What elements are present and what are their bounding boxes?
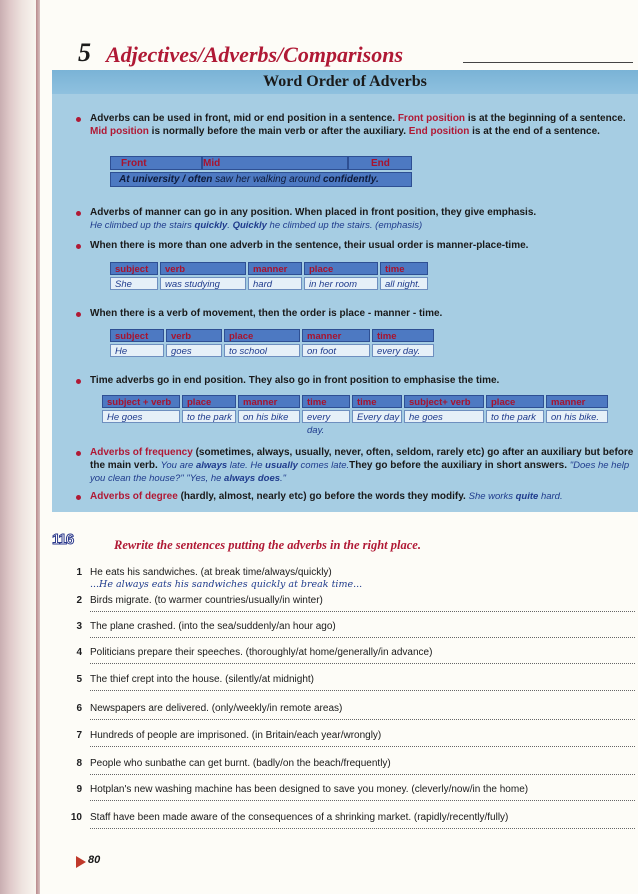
- bullet: [76, 244, 81, 249]
- section-title: Word Order of Adverbs: [263, 73, 427, 90]
- rule-degree: [90, 490, 635, 503]
- rule-highlight: Front position: [397, 113, 466, 124]
- answer-line[interactable]: [90, 637, 635, 638]
- item-number: 2: [76, 595, 82, 606]
- item-sentence: Staff have been made aware of the consequences of a shrinking market. (rapidly/recently/fully): [90, 812, 509, 823]
- chapter-header: [78, 38, 633, 72]
- bullet: [76, 211, 81, 216]
- answer-line[interactable]: [90, 611, 635, 612]
- table-header: subject: [110, 262, 158, 275]
- table-header: time: [302, 395, 350, 408]
- exercise-instruction: Rewrite the sentences putting the adverbs in the right place.: [114, 538, 421, 552]
- table-header-row: [102, 395, 608, 408]
- rule-text: (sometimes, always, usually, never, often, seldom, rarely etc) go after an auxiliary but before the main verb.: [90, 447, 634, 471]
- exercise-item: [52, 620, 637, 644]
- item-sentence: The plane crashed. (into the sea/suddenly/an hour ago): [90, 621, 336, 632]
- table-header-row: [110, 262, 428, 275]
- table-header: subject: [110, 329, 164, 342]
- table-cell: every day.: [302, 410, 350, 423]
- table-header: place: [182, 395, 236, 408]
- example-text: saw her walking around: [212, 174, 323, 185]
- table-cell: on foot: [302, 344, 370, 357]
- table-cell: Every day: [352, 410, 402, 423]
- rule-example: "Does he help you clean the house?" "Yes, he always does.": [90, 460, 630, 484]
- table-cell: to the park: [486, 410, 544, 423]
- item-number: 5: [76, 674, 82, 685]
- exercise-item: [52, 729, 637, 753]
- position-table-header: [110, 156, 412, 170]
- page-arrow-icon: [76, 856, 86, 868]
- item-sentence: Newspapers are delivered. (only/weekly/in remote areas): [90, 703, 343, 714]
- section-title-bar: [52, 70, 638, 94]
- answer-line[interactable]: [90, 690, 635, 691]
- item-number: 6: [76, 703, 82, 714]
- item-sentence: Hotplan's new washing machine has been designed to save you money. (cleverly/now/in the home): [90, 784, 529, 795]
- table-header: time: [352, 395, 402, 408]
- exercise-item: [52, 646, 637, 670]
- answer-line[interactable]: [90, 800, 635, 801]
- rule-highlight: Adverbs of degree: [90, 491, 178, 502]
- rule-highlight: Adverbs of frequency: [90, 447, 193, 458]
- table-cell: on his bike: [238, 410, 300, 423]
- table-cell: on his bike.: [546, 410, 608, 423]
- rule-text: is at the beginning of a sentence.: [465, 113, 626, 124]
- example-front: At university: [119, 174, 180, 185]
- grammar-box: [52, 70, 638, 512]
- bullet: [76, 495, 81, 500]
- example-text: .: [375, 174, 379, 185]
- answer-line[interactable]: [90, 746, 635, 747]
- table-header: place: [304, 262, 378, 275]
- item-number: 8: [76, 758, 82, 769]
- rule-movement: When there is a verb of movement, then the order is place - manner - time.: [90, 308, 443, 319]
- rule-order: When there is more than one adverb in the sentence, their usual order is manner-place-time.: [90, 240, 529, 251]
- position-table-example: At university / often saw her walking around confidently.: [110, 172, 412, 187]
- exercise-item: [52, 811, 637, 835]
- order-table-3: [102, 395, 608, 436]
- example-end: confidently: [323, 174, 376, 185]
- chapter-number: 5: [78, 38, 91, 67]
- item-sentence: Hundreds of people are imprisoned. (in Britain/each year/wrongly): [90, 730, 382, 741]
- item-number: 4: [76, 647, 82, 658]
- item-number: 3: [76, 621, 82, 632]
- header-end: End: [348, 156, 412, 170]
- item-sentence: Birds migrate. (to warmer countries/usually/in winter): [90, 595, 323, 606]
- item-number: 7: [76, 730, 82, 741]
- item-sentence: The thief crept into the house. (silently/at midnight): [90, 674, 315, 685]
- rule-highlight: Mid position: [90, 126, 149, 137]
- table-header: time: [372, 329, 434, 342]
- rule-example: She works quite hard.: [468, 491, 563, 502]
- rule-text: is normally before the main verb or after the auxiliary.: [148, 126, 409, 137]
- table-header: place: [224, 329, 300, 342]
- page-number-text: 80: [88, 854, 101, 866]
- rule-example: You are always late. He usually comes late.: [160, 460, 350, 471]
- table-cell: he goes: [404, 410, 484, 423]
- page-content: [38, 0, 638, 894]
- exercise-number: 116: [52, 531, 74, 548]
- bullet: [76, 117, 81, 122]
- exercise-item: [52, 783, 637, 807]
- table-header: manner: [302, 329, 370, 342]
- item-number: 10: [70, 812, 82, 823]
- answer-line[interactable]: [90, 774, 635, 775]
- rule-time: Time adverbs go in end position. They also go in front position to emphasise the time.: [90, 375, 500, 386]
- table-header: verb: [166, 329, 222, 342]
- exercise-item: [52, 702, 637, 726]
- rule-example: He climbed up the stairs quickly. Quickly he climbed up the stairs. (emphasis): [90, 220, 423, 231]
- header-front: Front: [110, 156, 202, 170]
- order-table-2: [110, 329, 434, 357]
- rule-text: (hardly, almost, nearly etc) go before the words they modify.: [177, 491, 469, 502]
- table-cell: hard: [248, 277, 302, 290]
- rule-text: Adverbs of manner can go in any position. When placed in front position, they give emphasis.: [90, 207, 537, 218]
- table-cell: all night.: [380, 277, 428, 290]
- order-table-1: [110, 262, 428, 290]
- table-cell: in her room: [304, 277, 378, 290]
- rule-manner: [90, 206, 635, 232]
- exercise-item: [52, 673, 637, 697]
- bullet: [76, 312, 81, 317]
- chapter-title: Adjectives/Adverbs/Comparisons: [106, 42, 403, 67]
- bullet: [76, 379, 81, 384]
- rule-frequency: [90, 446, 635, 485]
- table-header: subject + verb: [102, 395, 180, 408]
- item-number: 1: [76, 567, 82, 578]
- table-cell: She: [110, 277, 158, 290]
- table-row: [110, 344, 434, 357]
- answer-line[interactable]: [90, 828, 635, 829]
- table-cell: every day.: [372, 344, 434, 357]
- rule-text: Adverbs can be used in front, mid or end position in a sentence.: [90, 113, 398, 124]
- rule-text: They go before the auxiliary in short answers.: [349, 460, 570, 471]
- table-header: manner: [248, 262, 302, 275]
- table-cell: He goes: [102, 410, 180, 423]
- table-header: manner: [238, 395, 300, 408]
- rule-positions: [90, 112, 635, 138]
- exercise-header: [52, 528, 637, 550]
- exercise-item: [52, 757, 637, 781]
- table-cell: He: [110, 344, 164, 357]
- rule-text: is at the end of a sentence.: [469, 126, 600, 137]
- item-sentence: Politicians prepare their speeches. (thoroughly/at home/generally/in advance): [90, 647, 433, 658]
- table-header: place: [486, 395, 544, 408]
- table-row: [110, 277, 428, 290]
- table-header: time: [380, 262, 428, 275]
- exercise-item: [52, 566, 637, 590]
- table-cell: goes: [166, 344, 222, 357]
- book-spine: [0, 0, 38, 894]
- table-cell: was studying: [160, 277, 246, 290]
- answer-line[interactable]: [90, 663, 635, 664]
- table-row: [102, 410, 608, 436]
- item-example-answer: ...He always eats his sandwiches quickly at break time...: [90, 579, 363, 590]
- table-header: manner: [546, 395, 608, 408]
- example-mid: often: [187, 174, 213, 185]
- header-mid: Mid: [202, 156, 348, 170]
- bullet: [76, 451, 81, 456]
- rule-highlight: End position: [408, 126, 470, 137]
- item-sentence: He eats his sandwiches. (at break time/always/quickly): [90, 567, 332, 578]
- exercise-item: [52, 594, 637, 618]
- table-header-row: [110, 329, 434, 342]
- table-cell: to school: [224, 344, 300, 357]
- table-header: subject+ verb: [404, 395, 484, 408]
- table-cell: to the park: [182, 410, 236, 423]
- item-sentence: People who sunbathe can get burnt. (badly/on the beach/frequently): [90, 758, 391, 769]
- answer-line[interactable]: [90, 719, 635, 720]
- chapter-rule: [463, 62, 633, 63]
- item-number: 9: [76, 784, 82, 795]
- table-header: verb: [160, 262, 246, 275]
